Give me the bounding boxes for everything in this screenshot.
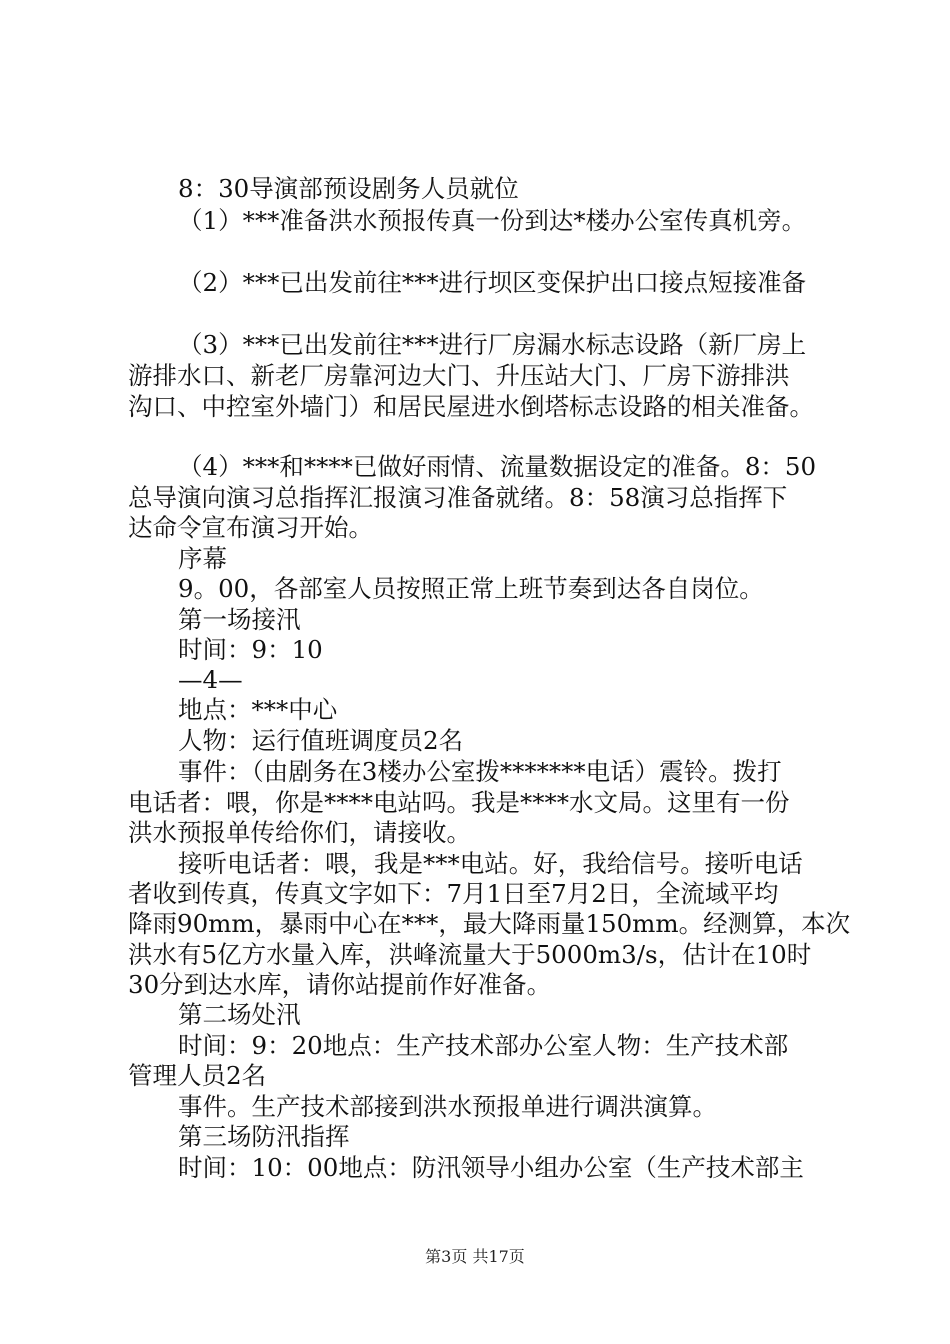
text-line: 游排水口、新老厂房靠河边大门、升压站大门、厂房下游排洪 [128,361,790,390]
text-line: （3）***已出发前往***进行厂房漏水标志设路（新厂房上 [178,330,807,359]
text-line: 接听电话者：喂，我是***电站。好，我给信号。接听电话 [178,849,803,878]
text-line: 洪水有5亿方水量入库，洪峰流量大于5000m3/s，估计在10时 [128,940,812,969]
text-line: （4）***和****已做好雨情、流量数据设定的准备。8：50 [178,452,817,481]
text-line: 第一场接汛 [178,605,301,634]
text-line: 洪水预报单传给你们，请接收。 [128,818,471,847]
text-line: （1）***准备洪水预报传真一份到达*楼办公室传真机旁。 [178,206,807,235]
text-line: 30分到达水库，请你站提前作好准备。 [128,970,552,999]
text-line: 地点：***中心 [178,695,338,724]
text-line: 第二场处汛 [178,1000,301,1029]
text-line: 总导演向演习总指挥汇报演习准备就绪。8：58演习总指挥下 [128,483,788,512]
text-line: 管理人员2名 [128,1061,267,1090]
text-line: 电话者：喂，你是****电站吗。我是****水文局。这里有一份 [128,788,790,817]
text-line: 事件。生产技术部接到洪水预报单进行调洪演算。 [178,1092,717,1121]
text-line: 者收到传真，传真文字如下：7月1日至7月2日，全流域平均 [128,879,779,908]
text-line: 沟口、中控室外墙门）和居民屋进水倒塔标志设路的相关准备。 [128,392,814,421]
text-line: 达命令宣布演习开始。 [128,513,373,542]
text-line: 时间：9：10 [178,635,323,664]
text-line: —4— [178,665,243,694]
text-line: 时间：10：00地点：防汛领导小组办公室（生产技术部主 [178,1153,804,1182]
text-line: 9。00，各部室人员按照正常上班节奏到达各自岗位。 [178,574,764,603]
text-line: 事件：（由剧务在3楼办公室拨*******电话）震铃。拨打 [178,757,782,786]
text-line: 降雨90mm，暴雨中心在***，最大降雨量150mm。经测算，本次 [128,909,851,938]
text-line: 人物：运行值班调度员2名 [178,726,464,755]
page-footer: 第3页 共17页 [425,1247,525,1266]
text-line: （2）***已出发前往***进行坝区变保护出口接点短接准备 [178,268,807,297]
text-line: 序幕 [178,544,227,573]
text-line: 第三场防汛指挥 [178,1122,350,1151]
text-line: 8：30导演部预设剧务人员就位 [178,174,519,203]
text-line: 时间：9：20地点：生产技术部办公室人物：生产技术部 [178,1031,789,1060]
